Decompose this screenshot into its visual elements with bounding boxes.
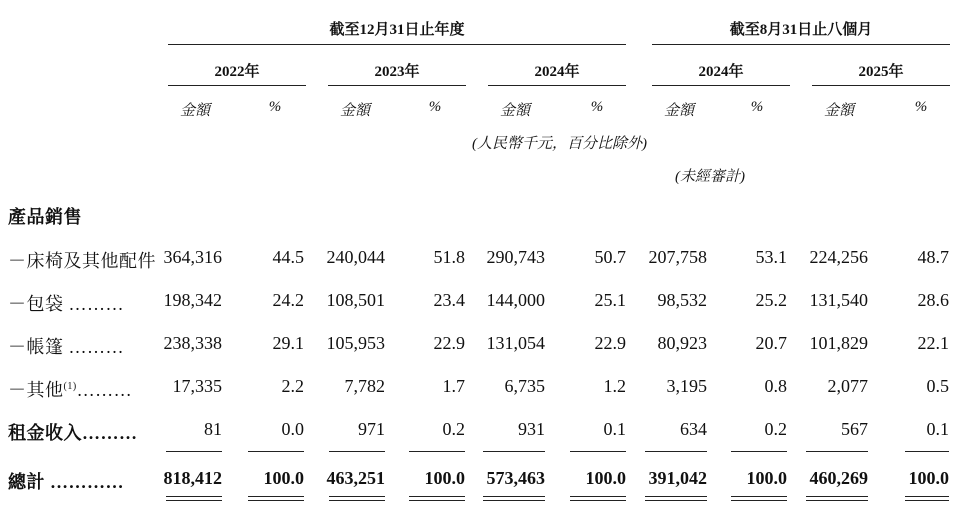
table-cell: 100.0	[585, 468, 626, 488]
row-label-bags: －包袋 ………	[8, 294, 124, 314]
table-cell: 931	[518, 419, 545, 439]
table-cell: 100.0	[746, 468, 787, 488]
total-double-rule	[248, 496, 304, 501]
amount-header: 金額	[823, 103, 854, 119]
subtotal-rule	[905, 451, 949, 452]
table-cell: 567	[841, 419, 868, 439]
table-cell: 131,054	[486, 333, 545, 353]
table-cell: 131,540	[809, 290, 868, 310]
year-rule	[812, 85, 950, 86]
year-header-2022: 2022年	[214, 64, 260, 80]
amount-header: 金額	[339, 103, 370, 119]
table-cell: 463,251	[326, 468, 385, 488]
subtotal-rule	[483, 451, 545, 452]
group-header-eight-months: 截至8月31日止八個月	[729, 22, 873, 38]
table-cell: 100.0	[908, 468, 949, 488]
table-cell: 240,044	[326, 247, 385, 267]
table-cell: 100.0	[263, 468, 304, 488]
year-header-2023: 2023年	[374, 64, 420, 80]
table-cell: 224,256	[809, 247, 868, 267]
row-label-chairs: －床椅及其他配件	[8, 251, 156, 271]
group-header-eight-months-rule	[652, 44, 950, 45]
total-double-rule	[166, 496, 222, 501]
table-cell: 20.7	[755, 333, 787, 353]
subtotal-rule	[806, 451, 868, 452]
total-double-rule	[409, 496, 465, 501]
table-cell: 17,335	[172, 376, 222, 396]
row-label-others	[8, 376, 132, 402]
table-cell: 0.1	[926, 419, 949, 439]
table-cell: 2,077	[827, 376, 868, 396]
table-cell: 573,463	[486, 468, 545, 488]
table-cell: 22.9	[594, 333, 626, 353]
row-label-rental-income: 租金收入………	[8, 423, 138, 443]
table-cell: 238,338	[163, 333, 222, 353]
table-cell: 25.2	[755, 290, 787, 310]
amount-header: 金額	[663, 103, 694, 119]
table-cell: 971	[358, 419, 385, 439]
total-double-rule	[329, 496, 385, 501]
row-label-tents: －帳篷 ………	[8, 337, 124, 357]
pct-header: %	[268, 99, 282, 115]
table-cell: 81	[204, 419, 222, 439]
total-double-rule	[645, 496, 707, 501]
table-cell: 0.2	[442, 419, 465, 439]
table-cell: 144,000	[486, 290, 545, 310]
year-rule	[652, 85, 790, 86]
amount-header: 金額	[499, 103, 530, 119]
table-cell: 22.9	[433, 333, 465, 353]
table-cell: 1.2	[603, 376, 626, 396]
total-double-rule	[731, 496, 787, 501]
table-cell: 108,501	[326, 290, 385, 310]
subtotal-rule	[329, 451, 385, 452]
table-cell: 98,532	[657, 290, 707, 310]
table-cell: 0.0	[281, 419, 304, 439]
total-double-rule	[806, 496, 868, 501]
table-cell: 101,829	[809, 333, 868, 353]
year-rule	[328, 85, 466, 86]
table-cell: 6,735	[504, 376, 545, 396]
table-cell: 818,412	[163, 468, 222, 488]
table-cell: 44.5	[272, 247, 304, 267]
table-cell: 28.6	[917, 290, 949, 310]
table-cell: 80,923	[657, 333, 707, 353]
pct-header: %	[914, 99, 928, 115]
row-label-product-sales: 產品銷售	[8, 207, 82, 227]
amount-header: 金額	[179, 103, 210, 119]
total-double-rule	[905, 496, 949, 501]
table-cell: 51.8	[433, 247, 465, 267]
pct-header: %	[590, 99, 604, 115]
row-label-others-dots: ………	[76, 380, 133, 400]
table-cell: 290,743	[486, 247, 545, 267]
year-rule	[488, 85, 626, 86]
table-cell: 29.1	[272, 333, 304, 353]
group-header-fiscal-year: 截至12月31日止年度	[329, 22, 465, 38]
table-cell: 0.5	[926, 376, 949, 396]
table-cell: 100.0	[424, 468, 465, 488]
year-header-2024-8m: 2024年	[698, 64, 744, 80]
table-cell: 2.2	[281, 376, 304, 396]
table-cell: 3,195	[666, 376, 707, 396]
subtotal-rule	[645, 451, 707, 452]
year-rule	[168, 85, 306, 86]
table-cell: 105,953	[326, 333, 385, 353]
subtotal-rule	[409, 451, 465, 452]
pct-header: %	[428, 99, 442, 115]
table-cell: 22.1	[917, 333, 949, 353]
row-label-total: 總計 …………	[8, 472, 124, 492]
table-cell: 24.2	[272, 290, 304, 310]
subtotal-rule	[731, 451, 787, 452]
year-header-2024: 2024年	[534, 64, 580, 80]
footnote-marker: (1)	[63, 381, 77, 392]
subtotal-rule	[166, 451, 222, 452]
table-cell: 1.7	[442, 376, 465, 396]
subtotal-rule	[248, 451, 304, 452]
table-cell: 364,316	[163, 247, 222, 267]
unaudited-note: (未經審計)	[675, 169, 745, 185]
table-cell: 207,758	[648, 247, 707, 267]
table-cell: 50.7	[594, 247, 626, 267]
subtotal-rule	[570, 451, 626, 452]
group-header-fiscal-year-rule	[168, 44, 626, 45]
table-cell: 198,342	[163, 290, 222, 310]
table-cell: 0.2	[764, 419, 787, 439]
table-cell: 48.7	[917, 247, 949, 267]
table-cell: 53.1	[755, 247, 787, 267]
table-cell: 23.4	[433, 290, 465, 310]
table-cell: 0.8	[764, 376, 787, 396]
currency-note: (人民幣千元，百分比除外)	[472, 136, 647, 152]
table-cell: 25.1	[594, 290, 626, 310]
total-double-rule	[483, 496, 545, 501]
table-cell: 0.1	[603, 419, 626, 439]
table-cell: 391,042	[648, 468, 707, 488]
year-header-2025-8m: 2025年	[858, 64, 904, 80]
table-cell: 634	[680, 419, 707, 439]
table-cell: 460,269	[809, 468, 868, 488]
table-cell: 7,782	[344, 376, 385, 396]
total-double-rule	[570, 496, 626, 501]
row-label-others-text: －其他	[8, 380, 64, 400]
pct-header: %	[750, 99, 764, 115]
